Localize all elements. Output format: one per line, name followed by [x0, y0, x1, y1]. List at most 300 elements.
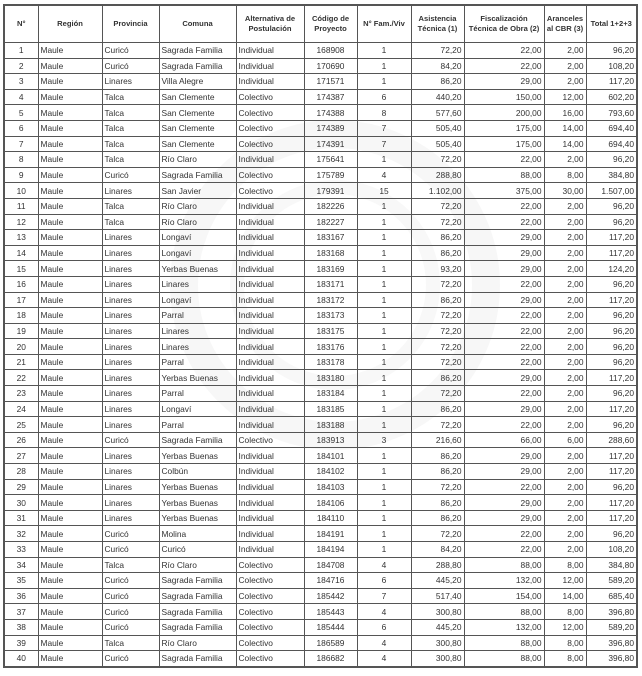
col-codigo-cell: 184708: [304, 557, 357, 573]
col-fiscalizacion-cell: 29,00: [464, 448, 544, 464]
col-codigo-cell: 174389: [304, 120, 357, 136]
table-row: [4, 510, 637, 526]
table-row: [4, 89, 637, 105]
col-asistencia-cell: 86,20: [411, 464, 464, 480]
col-region-cell: Maule: [38, 510, 102, 526]
table-row: [4, 448, 637, 464]
col-aranceles-cell: 2,00: [544, 464, 586, 480]
col-number-cell: 25: [4, 417, 38, 433]
col-provincia-cell: Talca: [102, 136, 159, 152]
col-total-cell: 96,20: [586, 214, 637, 230]
col-codigo-cell: 186589: [304, 635, 357, 651]
col-provincia-cell: Linares: [102, 401, 159, 417]
col-alternativa-cell: Colectivo: [236, 89, 304, 105]
col-comuna-cell: Sagrada Familia: [159, 58, 236, 74]
col-fiscalizacion-cell: 175,00: [464, 136, 544, 152]
col-aranceles-cell: 2,00: [544, 245, 586, 261]
col-alternativa-cell: Individual: [236, 74, 304, 90]
col-region-cell: Maule: [38, 43, 102, 59]
table-row: [4, 43, 637, 59]
col-fiscalizacion-cell: 154,00: [464, 588, 544, 604]
col-fiscalizacion-header: Fiscalización Técnica de Obra (2): [464, 5, 544, 43]
col-comuna-cell: San Clemente: [159, 136, 236, 152]
col-codigo-cell: 183184: [304, 386, 357, 402]
table-row: [4, 152, 637, 168]
col-codigo-header: Código de Proyecto: [304, 5, 357, 43]
col-comuna-cell: Sagrada Familia: [159, 619, 236, 635]
col-region-cell: Maule: [38, 308, 102, 324]
col-region-cell: Maule: [38, 323, 102, 339]
col-codigo-cell: 183171: [304, 276, 357, 292]
col-familias-cell: 1: [357, 323, 411, 339]
col-familias-cell: 8: [357, 105, 411, 121]
col-provincia-cell: Talca: [102, 635, 159, 651]
col-comuna-cell: Río Claro: [159, 635, 236, 651]
table-row: [4, 464, 637, 480]
col-asistencia-cell: 72,20: [411, 526, 464, 542]
col-aranceles-cell: 2,00: [544, 58, 586, 74]
col-number-cell: 29: [4, 479, 38, 495]
table-row: [4, 167, 637, 183]
col-comuna-cell: Yerbas Buenas: [159, 370, 236, 386]
col-alternativa-cell: Individual: [236, 230, 304, 246]
col-total-cell: 124,20: [586, 261, 637, 277]
col-number-cell: 22: [4, 370, 38, 386]
col-familias-cell: 6: [357, 573, 411, 589]
col-comuna-header: Comuna: [159, 5, 236, 43]
col-alternativa-cell: Individual: [236, 245, 304, 261]
col-familias-cell: 1: [357, 339, 411, 355]
table-row: [4, 573, 637, 589]
col-codigo-cell: 171571: [304, 74, 357, 90]
col-codigo-cell: 183178: [304, 354, 357, 370]
col-comuna-cell: Río Claro: [159, 557, 236, 573]
col-provincia-cell: Talca: [102, 89, 159, 105]
col-number-header: N°: [4, 5, 38, 43]
col-comuna-cell: San Clemente: [159, 105, 236, 121]
col-codigo-cell: 174387: [304, 89, 357, 105]
col-fiscalizacion-cell: 88,00: [464, 635, 544, 651]
col-provincia-cell: Curicó: [102, 651, 159, 667]
col-total-cell: 384,80: [586, 167, 637, 183]
col-asistencia-cell: 86,20: [411, 510, 464, 526]
col-provincia-cell: Curicó: [102, 604, 159, 620]
table-row: [4, 619, 637, 635]
col-familias-cell: 1: [357, 214, 411, 230]
col-total-cell: 96,20: [586, 43, 637, 59]
col-provincia-cell: Curicó: [102, 619, 159, 635]
col-codigo-cell: 183173: [304, 308, 357, 324]
col-total-cell: 96,20: [586, 339, 637, 355]
table-row: [4, 370, 637, 386]
table-row: [4, 635, 637, 651]
col-region-cell: Maule: [38, 167, 102, 183]
col-total-cell: 685,40: [586, 588, 637, 604]
col-region-cell: Maule: [38, 105, 102, 121]
col-fiscalizacion-cell: 88,00: [464, 557, 544, 573]
table-row: [4, 542, 637, 558]
col-provincia-cell: Curicó: [102, 43, 159, 59]
col-alternativa-cell: Individual: [236, 526, 304, 542]
col-number-cell: 1: [4, 43, 38, 59]
table-row: [4, 261, 637, 277]
col-familias-cell: 1: [357, 198, 411, 214]
col-asistencia-cell: 505,40: [411, 120, 464, 136]
col-provincia-cell: Curicó: [102, 167, 159, 183]
col-fiscalizacion-cell: 22,00: [464, 276, 544, 292]
table-row: [4, 214, 637, 230]
col-number-cell: 5: [4, 105, 38, 121]
col-comuna-cell: Linares: [159, 323, 236, 339]
col-familias-cell: 1: [357, 276, 411, 292]
col-total-cell: 117,20: [586, 292, 637, 308]
col-number-cell: 23: [4, 386, 38, 402]
col-fiscalizacion-cell: 22,00: [464, 386, 544, 402]
col-total-cell: 96,20: [586, 526, 637, 542]
col-codigo-cell: 185442: [304, 588, 357, 604]
col-aranceles-header: Aranceles al CBR (3): [544, 5, 586, 43]
col-total-cell: 694,40: [586, 136, 637, 152]
col-region-header: Región: [38, 5, 102, 43]
col-number-cell: 33: [4, 542, 38, 558]
col-fiscalizacion-cell: 29,00: [464, 292, 544, 308]
col-asistencia-cell: 72,20: [411, 214, 464, 230]
col-fiscalizacion-cell: 29,00: [464, 464, 544, 480]
col-comuna-cell: Río Claro: [159, 152, 236, 168]
col-aranceles-cell: 2,00: [544, 152, 586, 168]
col-alternativa-cell: Colectivo: [236, 588, 304, 604]
col-fiscalizacion-cell: 66,00: [464, 432, 544, 448]
col-comuna-cell: Yerbas Buenas: [159, 510, 236, 526]
col-total-cell: 108,20: [586, 58, 637, 74]
col-region-cell: Maule: [38, 198, 102, 214]
col-provincia-cell: Linares: [102, 74, 159, 90]
col-familias-cell: 1: [357, 370, 411, 386]
col-region-cell: Maule: [38, 183, 102, 199]
col-aranceles-cell: 14,00: [544, 136, 586, 152]
col-region-cell: Maule: [38, 136, 102, 152]
table-row: [4, 339, 637, 355]
col-asistencia-cell: 72,20: [411, 276, 464, 292]
col-number-cell: 17: [4, 292, 38, 308]
col-comuna-cell: Longaví: [159, 401, 236, 417]
col-region-cell: Maule: [38, 261, 102, 277]
col-number-cell: 9: [4, 167, 38, 183]
table-row: [4, 183, 637, 199]
table-row: [4, 198, 637, 214]
col-asistencia-cell: 72,20: [411, 417, 464, 433]
col-aranceles-cell: 2,00: [544, 276, 586, 292]
col-familias-cell: 7: [357, 136, 411, 152]
table-row: [4, 386, 637, 402]
col-asistencia-cell: 86,20: [411, 370, 464, 386]
col-codigo-cell: 179391: [304, 183, 357, 199]
col-number-cell: 3: [4, 74, 38, 90]
col-aranceles-cell: 2,00: [544, 339, 586, 355]
col-asistencia-cell: 445,20: [411, 619, 464, 635]
col-comuna-cell: Sagrada Familia: [159, 432, 236, 448]
col-aranceles-cell: 8,00: [544, 557, 586, 573]
col-comuna-cell: Río Claro: [159, 198, 236, 214]
col-fiscalizacion-cell: 132,00: [464, 573, 544, 589]
col-codigo-cell: 184191: [304, 526, 357, 542]
col-number-cell: 12: [4, 214, 38, 230]
col-provincia-cell: Linares: [102, 354, 159, 370]
col-comuna-cell: Parral: [159, 417, 236, 433]
table-row: [4, 120, 637, 136]
col-aranceles-cell: 8,00: [544, 635, 586, 651]
col-fiscalizacion-cell: 375,00: [464, 183, 544, 199]
col-provincia-cell: Linares: [102, 510, 159, 526]
col-number-cell: 37: [4, 604, 38, 620]
col-aranceles-cell: 2,00: [544, 510, 586, 526]
col-provincia-cell: Curicó: [102, 588, 159, 604]
col-codigo-cell: 182226: [304, 198, 357, 214]
col-alternativa-cell: Colectivo: [236, 105, 304, 121]
col-aranceles-cell: 2,00: [544, 292, 586, 308]
col-familias-cell: 1: [357, 495, 411, 511]
col-alternativa-cell: Colectivo: [236, 167, 304, 183]
col-total-cell: 793,60: [586, 105, 637, 121]
col-total-cell: 1.507,00: [586, 183, 637, 199]
col-alternativa-cell: Colectivo: [236, 432, 304, 448]
table-row: [4, 230, 637, 246]
col-total-cell: 396,80: [586, 635, 637, 651]
col-aranceles-cell: 2,00: [544, 417, 586, 433]
col-aranceles-cell: 2,00: [544, 198, 586, 214]
col-fiscalizacion-cell: 88,00: [464, 167, 544, 183]
col-familias-cell: 1: [357, 43, 411, 59]
col-total-cell: 589,20: [586, 619, 637, 635]
col-number-cell: 15: [4, 261, 38, 277]
col-provincia-cell: Linares: [102, 464, 159, 480]
col-aranceles-cell: 8,00: [544, 651, 586, 667]
col-total-cell: 396,80: [586, 651, 637, 667]
col-aranceles-cell: 2,00: [544, 43, 586, 59]
col-codigo-cell: 183169: [304, 261, 357, 277]
col-provincia-cell: Curicó: [102, 573, 159, 589]
col-aranceles-cell: 2,00: [544, 308, 586, 324]
col-provincia-cell: Talca: [102, 105, 159, 121]
col-region-cell: Maule: [38, 245, 102, 261]
col-codigo-cell: 170690: [304, 58, 357, 74]
col-comuna-cell: Curicó: [159, 542, 236, 558]
col-number-cell: 20: [4, 339, 38, 355]
col-codigo-cell: 184101: [304, 448, 357, 464]
col-comuna-cell: Villa Alegre: [159, 74, 236, 90]
col-total-cell: 117,20: [586, 464, 637, 480]
col-region-cell: Maule: [38, 230, 102, 246]
col-total-cell: 117,20: [586, 448, 637, 464]
col-familias-cell: 4: [357, 557, 411, 573]
col-comuna-cell: Colbún: [159, 464, 236, 480]
col-provincia-cell: Linares: [102, 276, 159, 292]
col-codigo-cell: 182227: [304, 214, 357, 230]
col-region-cell: Maule: [38, 370, 102, 386]
col-aranceles-cell: 2,00: [544, 479, 586, 495]
col-total-cell: 117,20: [586, 74, 637, 90]
col-aranceles-cell: 12,00: [544, 619, 586, 635]
col-alternativa-cell: Individual: [236, 43, 304, 59]
col-familias-cell: 7: [357, 588, 411, 604]
col-asistencia-cell: 86,20: [411, 292, 464, 308]
col-fiscalizacion-cell: 22,00: [464, 308, 544, 324]
table-row: [4, 479, 637, 495]
table-row: [4, 401, 637, 417]
col-number-cell: 6: [4, 120, 38, 136]
col-codigo-cell: 183188: [304, 417, 357, 433]
col-asistencia-cell: 84,20: [411, 542, 464, 558]
col-fiscalizacion-cell: 22,00: [464, 417, 544, 433]
col-alternativa-cell: Individual: [236, 542, 304, 558]
col-number-cell: 7: [4, 136, 38, 152]
col-region-cell: Maule: [38, 292, 102, 308]
col-number-cell: 10: [4, 183, 38, 199]
col-familias-cell: 6: [357, 619, 411, 635]
col-aranceles-cell: 2,00: [544, 401, 586, 417]
col-comuna-cell: Sagrada Familia: [159, 43, 236, 59]
col-codigo-cell: 185443: [304, 604, 357, 620]
col-aranceles-cell: 12,00: [544, 573, 586, 589]
col-familias-cell: 1: [357, 74, 411, 90]
col-alternativa-cell: Individual: [236, 354, 304, 370]
col-number-cell: 11: [4, 198, 38, 214]
col-comuna-cell: Yerbas Buenas: [159, 261, 236, 277]
col-number-cell: 30: [4, 495, 38, 511]
col-aranceles-cell: 2,00: [544, 448, 586, 464]
col-alternativa-cell: Individual: [236, 261, 304, 277]
col-total-cell: 117,20: [586, 370, 637, 386]
col-provincia-cell: Linares: [102, 261, 159, 277]
col-number-cell: 13: [4, 230, 38, 246]
col-alternativa-cell: Individual: [236, 276, 304, 292]
col-region-cell: Maule: [38, 495, 102, 511]
col-aranceles-cell: 2,00: [544, 214, 586, 230]
col-comuna-cell: San Javier: [159, 183, 236, 199]
col-asistencia-cell: 288,80: [411, 167, 464, 183]
col-codigo-cell: 184102: [304, 464, 357, 480]
col-asistencia-cell: 86,20: [411, 74, 464, 90]
col-alternativa-cell: Individual: [236, 292, 304, 308]
col-familias-cell: 7: [357, 120, 411, 136]
col-aranceles-cell: 2,00: [544, 495, 586, 511]
col-provincia-cell: Talca: [102, 557, 159, 573]
col-total-cell: 96,20: [586, 276, 637, 292]
col-region-cell: Maule: [38, 417, 102, 433]
col-fiscalizacion-cell: 22,00: [464, 214, 544, 230]
col-familias-cell: 15: [357, 183, 411, 199]
col-total-cell: 117,20: [586, 245, 637, 261]
col-codigo-cell: 168908: [304, 43, 357, 59]
col-region-cell: Maule: [38, 120, 102, 136]
table-row: [4, 292, 637, 308]
col-aranceles-cell: 2,00: [544, 74, 586, 90]
col-total-cell: 602,20: [586, 89, 637, 105]
col-provincia-cell: Linares: [102, 495, 159, 511]
col-codigo-cell: 175641: [304, 152, 357, 168]
col-number-cell: 35: [4, 573, 38, 589]
col-codigo-cell: 184106: [304, 495, 357, 511]
col-total-cell: 96,20: [586, 308, 637, 324]
col-comuna-cell: Sagrada Familia: [159, 588, 236, 604]
col-asistencia-cell: 86,20: [411, 448, 464, 464]
col-codigo-cell: 183167: [304, 230, 357, 246]
col-asistencia-cell: 86,20: [411, 245, 464, 261]
col-number-cell: 2: [4, 58, 38, 74]
col-region-cell: Maule: [38, 89, 102, 105]
col-comuna-cell: Linares: [159, 276, 236, 292]
table-row: [4, 245, 637, 261]
col-fiscalizacion-cell: 22,00: [464, 479, 544, 495]
col-codigo-cell: 174388: [304, 105, 357, 121]
col-fiscalizacion-cell: 22,00: [464, 43, 544, 59]
col-region-cell: Maule: [38, 573, 102, 589]
table-header-row: [4, 5, 637, 43]
col-provincia-cell: Linares: [102, 292, 159, 308]
col-asistencia-cell: 440,20: [411, 89, 464, 105]
col-comuna-cell: Sagrada Familia: [159, 573, 236, 589]
col-provincia-cell: Linares: [102, 308, 159, 324]
col-region-cell: Maule: [38, 432, 102, 448]
table-row: [4, 323, 637, 339]
col-aranceles-cell: 14,00: [544, 588, 586, 604]
col-alternativa-cell: Colectivo: [236, 136, 304, 152]
table-row: [4, 557, 637, 573]
col-alternativa-header: Alternativa de Postulación: [236, 5, 304, 43]
col-familias-cell: 4: [357, 635, 411, 651]
col-aranceles-cell: 2,00: [544, 370, 586, 386]
col-total-cell: 96,20: [586, 479, 637, 495]
col-alternativa-cell: Individual: [236, 58, 304, 74]
col-comuna-cell: San Clemente: [159, 89, 236, 105]
col-fiscalizacion-cell: 88,00: [464, 651, 544, 667]
col-total-cell: 117,20: [586, 495, 637, 511]
table-row: [4, 588, 637, 604]
table-row: [4, 276, 637, 292]
col-fiscalizacion-cell: 29,00: [464, 74, 544, 90]
col-fiscalizacion-cell: 29,00: [464, 510, 544, 526]
col-alternativa-cell: Colectivo: [236, 619, 304, 635]
col-fiscalizacion-cell: 29,00: [464, 230, 544, 246]
col-alternativa-cell: Individual: [236, 417, 304, 433]
col-fiscalizacion-cell: 150,00: [464, 89, 544, 105]
col-comuna-cell: Molina: [159, 526, 236, 542]
col-fiscalizacion-cell: 22,00: [464, 339, 544, 355]
col-provincia-cell: Talca: [102, 152, 159, 168]
col-number-cell: 14: [4, 245, 38, 261]
col-familias-cell: 4: [357, 604, 411, 620]
col-asistencia-cell: 288,80: [411, 557, 464, 573]
col-aranceles-cell: 2,00: [544, 354, 586, 370]
col-asistencia-cell: 72,20: [411, 152, 464, 168]
col-number-cell: 39: [4, 635, 38, 651]
col-number-cell: 21: [4, 354, 38, 370]
col-familias-cell: 1: [357, 58, 411, 74]
col-alternativa-cell: Colectivo: [236, 604, 304, 620]
col-region-cell: Maule: [38, 588, 102, 604]
col-fiscalizacion-cell: 132,00: [464, 619, 544, 635]
col-provincia-cell: Talca: [102, 198, 159, 214]
col-comuna-cell: Sagrada Familia: [159, 651, 236, 667]
col-asistencia-cell: 86,20: [411, 401, 464, 417]
col-fiscalizacion-cell: 22,00: [464, 354, 544, 370]
col-asistencia-cell: 72,20: [411, 479, 464, 495]
col-provincia-cell: Linares: [102, 183, 159, 199]
col-comuna-cell: Yerbas Buenas: [159, 479, 236, 495]
col-region-cell: Maule: [38, 401, 102, 417]
col-alternativa-cell: Individual: [236, 198, 304, 214]
col-familias-cell: 1: [357, 245, 411, 261]
